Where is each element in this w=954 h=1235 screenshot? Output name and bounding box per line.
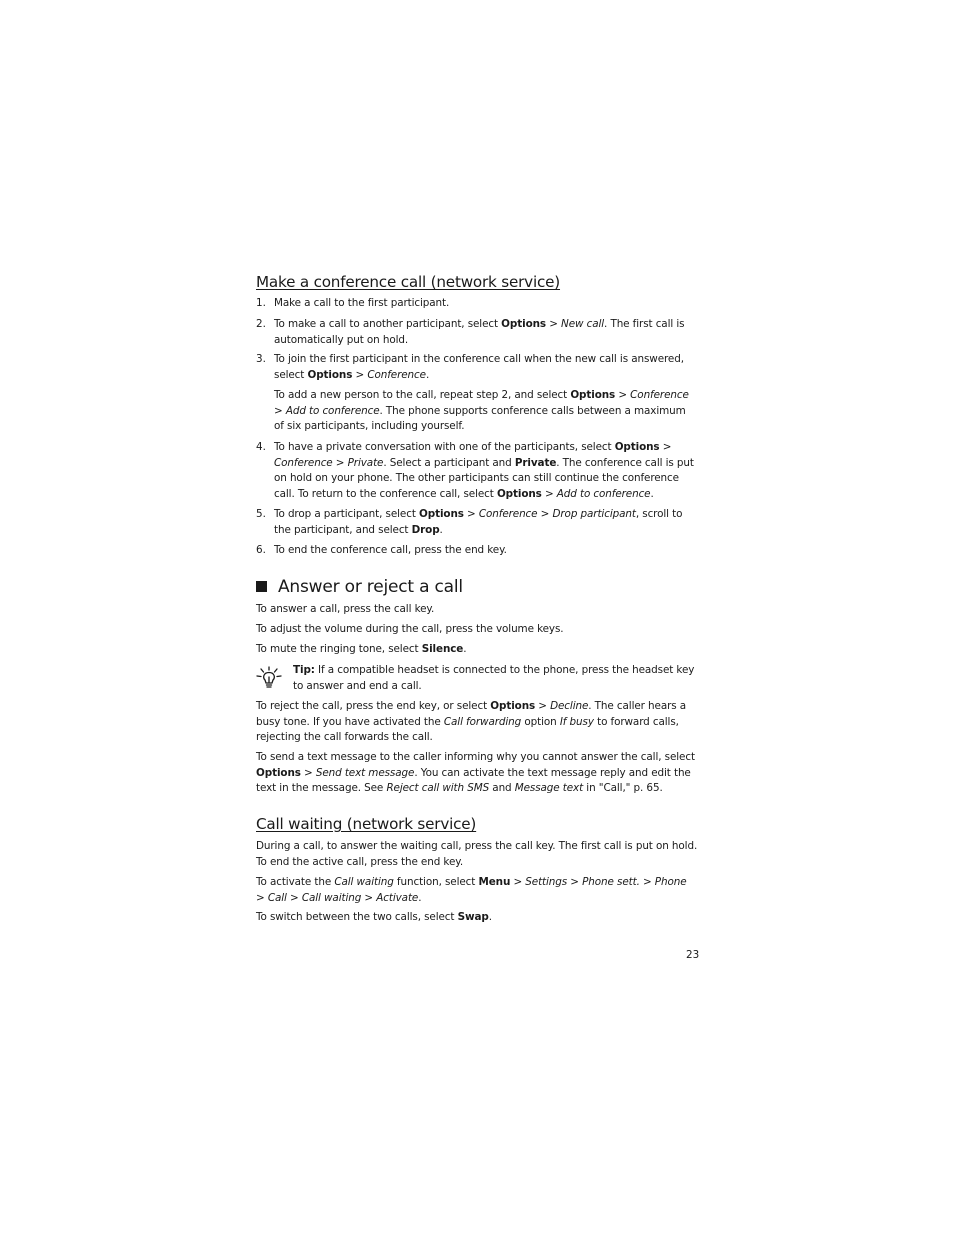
list-text xyxy=(274,543,698,559)
text-run: > xyxy=(256,891,268,904)
list-text xyxy=(274,440,698,502)
menu-term: Drop participant xyxy=(552,508,636,520)
section-bullet-square xyxy=(256,581,267,592)
menu-term: Decline xyxy=(550,700,589,712)
text-run: . xyxy=(650,487,654,500)
text-run: > xyxy=(546,318,562,330)
ui-term: Menu xyxy=(478,876,511,888)
text-run: . The first call is automatically put on hold. xyxy=(274,318,685,346)
list-number: 3. xyxy=(256,353,266,365)
list-text xyxy=(274,388,698,435)
text-run: . xyxy=(463,643,467,655)
text-run: > xyxy=(300,766,316,779)
text-run: in "Call," p. 65. xyxy=(583,782,663,794)
text-run: To make a call to another participant, select xyxy=(274,318,502,330)
text-run: To switch between the two calls, select xyxy=(256,911,458,923)
menu-term: New call xyxy=(561,318,605,330)
list-item xyxy=(256,543,698,559)
list-text xyxy=(274,507,698,538)
list-number: 4. xyxy=(256,441,266,453)
menu-term: Conference xyxy=(367,368,426,381)
paragraph xyxy=(256,875,698,906)
menu-term: Call xyxy=(267,891,287,904)
menu-term: Phone sett. xyxy=(582,876,640,888)
list-number: 2. xyxy=(256,318,266,330)
menu-term: Send text message xyxy=(315,766,415,779)
text-run: To end the conference call, press the end key. xyxy=(274,544,507,556)
list-number: 1. xyxy=(256,297,266,309)
ui-term: Options xyxy=(256,766,301,779)
heading-answer-reject: Answer or reject a call xyxy=(256,577,463,597)
menu-term: Add to conference xyxy=(556,487,651,500)
text-run: . The phone supports conference calls between a maximum of six participants, including yourself. xyxy=(274,404,686,432)
list-number: 5. xyxy=(256,508,266,520)
text-run: Make a call to the first participant. xyxy=(274,297,450,309)
text-run: To drop a participant, select xyxy=(274,508,420,520)
list-item-continuation xyxy=(256,388,698,435)
menu-term: Add to conference xyxy=(285,404,380,417)
text-run: to forward calls, rejecting the call forwards the call. xyxy=(256,715,679,743)
paragraph xyxy=(256,602,698,618)
ui-term: Options xyxy=(490,700,536,712)
paragraph xyxy=(256,642,698,658)
text-run: To have a private conversation with one of the participants, select xyxy=(274,441,615,453)
menu-term: Conference xyxy=(630,389,689,401)
menu-term: Call waiting xyxy=(301,891,362,904)
text-run: > xyxy=(535,700,551,712)
list-item xyxy=(256,440,698,502)
ui-term: Silence xyxy=(421,643,464,655)
text-run: . xyxy=(488,911,492,923)
list-item xyxy=(256,317,698,348)
text-run: > xyxy=(352,368,368,381)
heading-conference-call: Make a conference call (network service) xyxy=(256,273,561,291)
text-run: and xyxy=(489,782,515,794)
text-run: To join the first participant in the conference call when the new call is answered, select xyxy=(274,353,684,381)
text-run: > xyxy=(274,404,286,417)
text-run: . xyxy=(425,368,430,381)
menu-term: Conference xyxy=(274,456,333,469)
list-item xyxy=(256,296,698,312)
text-run: . xyxy=(418,891,422,904)
list-number: 6. xyxy=(256,544,266,556)
menu-term: Call forwarding xyxy=(443,715,522,728)
list-item xyxy=(256,507,698,538)
menu-term: Settings xyxy=(525,876,568,888)
text-run: > xyxy=(659,441,672,453)
lightbulb-tip-icon xyxy=(256,666,282,694)
ui-term: Options xyxy=(419,508,464,520)
paragraph xyxy=(256,750,698,797)
text-run: To activate the xyxy=(256,876,335,888)
ui-term: Options xyxy=(496,487,542,500)
menu-term: Call waiting xyxy=(334,876,394,888)
ui-term: Options xyxy=(307,368,353,381)
menu-term: Private xyxy=(347,456,384,469)
ui-term: Private xyxy=(514,456,557,469)
text-run: If a compatible headset is connected to the phone, press the headset key to answer and end a call. xyxy=(293,664,695,692)
text-run: > xyxy=(361,891,377,904)
text-run: To answer a call, press the call key. xyxy=(256,603,435,615)
text-run: , scroll to the participant, and select xyxy=(274,508,683,536)
heading-call-waiting: Call waiting (network service) xyxy=(256,815,477,833)
text-run: To reject the call, press the end key, or select xyxy=(256,700,491,712)
text-run: > xyxy=(332,456,348,469)
text-run: > xyxy=(615,389,631,401)
list-text xyxy=(274,352,698,383)
text-run: To adjust the volume during the call, press the volume keys. xyxy=(256,623,564,635)
ui-term: Options xyxy=(570,389,616,401)
menu-term: Phone xyxy=(654,876,687,888)
text-run: > xyxy=(541,487,557,500)
text-run: To mute the ringing tone, select xyxy=(256,643,422,655)
ui-term: Tip: xyxy=(293,664,315,676)
paragraph xyxy=(256,622,698,638)
paragraph xyxy=(256,699,698,746)
page-number: 23 xyxy=(686,949,700,961)
text-run: function, select xyxy=(393,876,479,888)
tip-text xyxy=(293,663,703,694)
ui-term: Options xyxy=(501,318,546,330)
list-text xyxy=(274,296,698,312)
text-run: > xyxy=(286,891,302,904)
text-run: option xyxy=(521,715,560,728)
menu-term: Conference xyxy=(478,508,538,520)
text-run: . The conference call is put on hold on your phone. The other participants can still continue the conference call. To return to the conference call, select xyxy=(274,456,694,500)
text-run: . The caller hears a busy tone. If you have activated the xyxy=(256,700,687,728)
paragraph xyxy=(256,839,698,870)
ui-term: Drop xyxy=(411,523,440,536)
ui-term: Options xyxy=(614,441,660,453)
paragraph xyxy=(256,910,698,926)
list-text xyxy=(274,317,698,348)
text-run: During a call, to answer the waiting call, press the call key. The first call is put on hold. To end the active call, press the end key. xyxy=(256,840,698,868)
text-run: > xyxy=(510,876,526,888)
text-run: > xyxy=(567,876,583,888)
text-run: . xyxy=(439,523,443,536)
text-run: > xyxy=(463,508,479,520)
list-item xyxy=(256,352,698,383)
menu-term: Message text xyxy=(514,782,584,794)
menu-term: If busy xyxy=(559,715,594,728)
text-run: To add a new person to the call, repeat step 2, and select xyxy=(274,389,571,401)
text-run: . You can activate the text message reply and edit the text in the message. See xyxy=(256,766,691,794)
text-run: > xyxy=(537,508,553,520)
menu-term: Reject call with SMS xyxy=(386,782,490,794)
text-run: > xyxy=(639,876,655,888)
ui-term: Swap xyxy=(457,911,489,923)
menu-term: Activate xyxy=(376,891,419,904)
text-run: To send a text message to the caller informing why you cannot answer the call, select xyxy=(256,751,695,763)
text-run: . Select a participant and xyxy=(383,456,515,469)
